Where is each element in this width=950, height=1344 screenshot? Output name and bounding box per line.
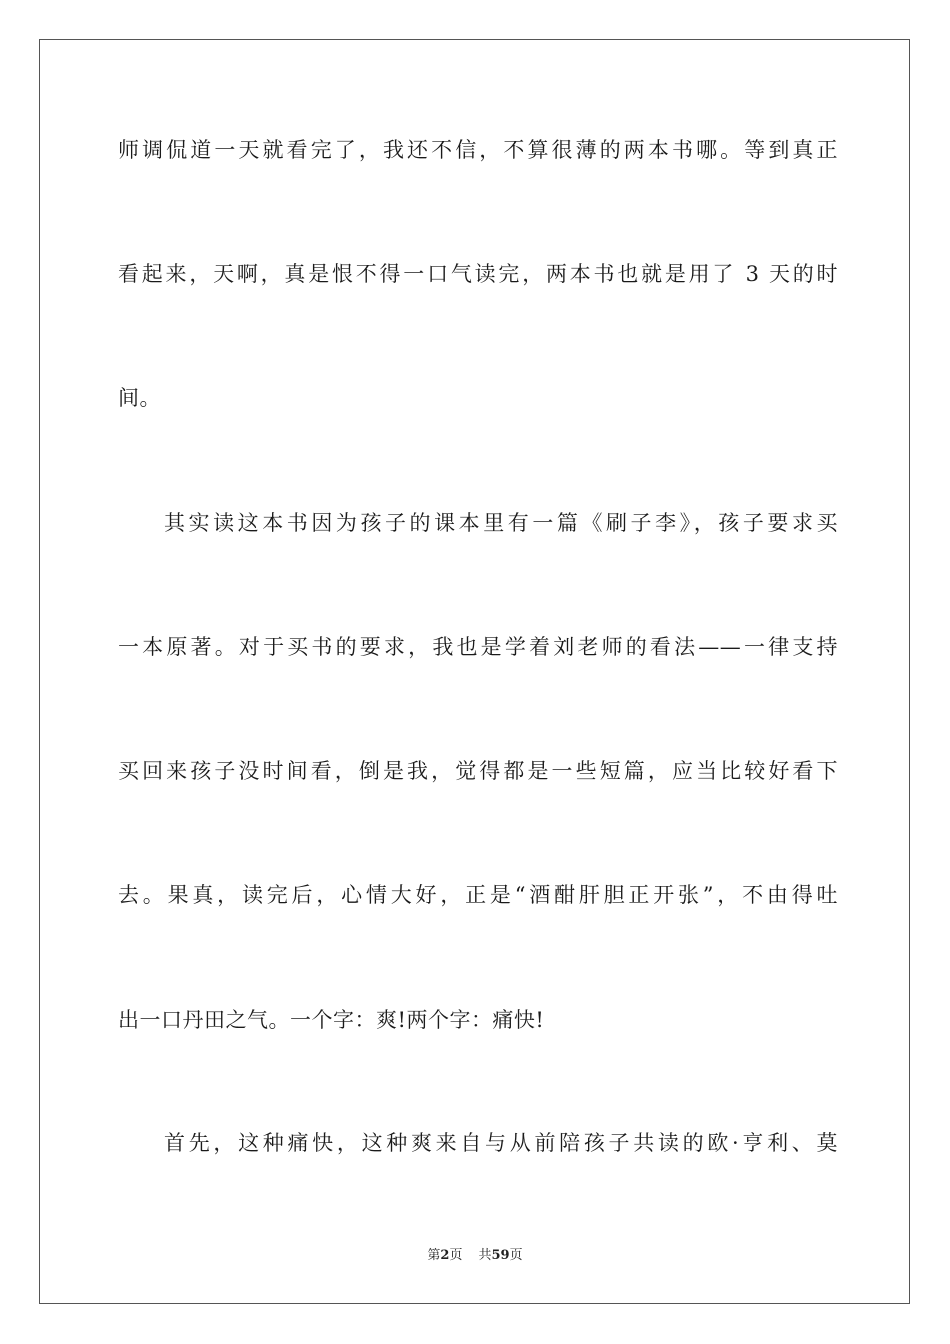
- text-line-6: 买回来孩子没时间看，倒是我，觉得都是一些短篇，应当比较好看下: [118, 759, 838, 783]
- footer-total-suffix: 页: [509, 1248, 523, 1263]
- footer-page-number: 2: [440, 1248, 450, 1263]
- text-line-9: 首先，这种痛快，这种爽来自与从前陪孩子共读的欧·亨利、莫: [164, 1131, 838, 1155]
- text-line-4: 其实读这本书因为孩子的课本里有一篇《刷子李》，孩子要求买: [164, 511, 838, 535]
- text-line-5: 一本原著。对于买书的要求，我也是学着刘老师的看法——一律支持: [118, 635, 838, 659]
- footer-page-suffix: 页: [449, 1248, 463, 1263]
- footer-total-number: 59: [491, 1248, 510, 1263]
- page-border: [39, 39, 910, 1304]
- footer-total-prefix: 共: [478, 1248, 492, 1263]
- text-line-7: 去。果真，读完后，心情大好，正是“酒酣肝胆正开张”，不由得吐: [118, 883, 838, 907]
- text-line-8: 出一口丹田之气。一个字：爽!两个字：痛快!: [118, 1008, 545, 1032]
- text-line-1: 师调侃道一天就看完了，我还不信，不算很薄的两本书哪。等到真正: [118, 138, 838, 162]
- footer-page-prefix: 第: [427, 1248, 441, 1263]
- text-line-2: 看起来，天啊，真是恨不得一口气读完，两本书也就是用了 3 天的时: [118, 262, 838, 286]
- text-line-3: 间。: [118, 386, 161, 410]
- page-footer: [0, 1247, 950, 1265]
